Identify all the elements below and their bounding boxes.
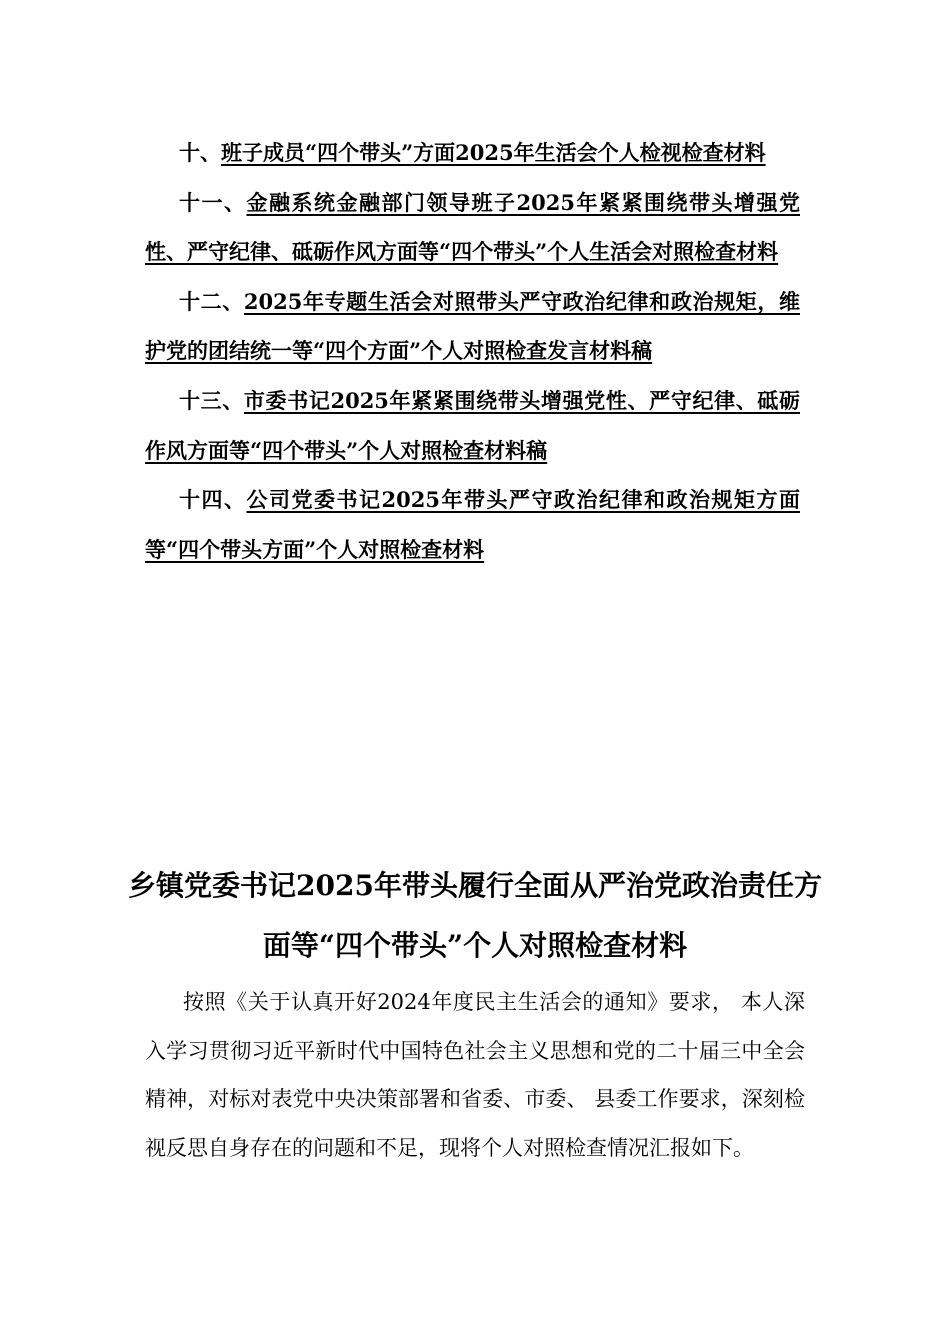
toc-item-number: 十三、 — [179, 387, 244, 413]
toc-item — [145, 376, 800, 475]
toc-item-number: 十四、 — [179, 487, 247, 513]
toc-item-link[interactable]: 2025年专题生活会对照带头严守政治纪律和政治规矩，维护党的团结统一等“四个方面”个人对照检查发言材料稿 — [145, 288, 801, 364]
toc-item — [145, 128, 800, 178]
article-title: 乡镇党委书记2025年带头履行全面从严治党政治责任方面等“四个带头”个人对照检查材料 — [128, 869, 822, 962]
toc-item-link[interactable]: 市委书记2025年紧紧围绕带头增强党性、严守纪律、砥砺作风方面等“四个带头”个人对照检查材料稿 — [145, 387, 801, 463]
toc-item-link[interactable]: 金融系统金融部门领导班子2025年紧紧围绕带头增强党性、严守纪律、砥砺作风方面等“四个带头”个人生活会对照检查材料 — [145, 189, 801, 265]
table-of-contents — [145, 128, 800, 574]
toc-item — [145, 178, 800, 277]
toc-item-link[interactable]: 班子成员“四个带头”方面2025年生活会个人检视检查材料 — [221, 140, 766, 165]
toc-item-number: 十、 — [179, 140, 221, 165]
toc-item-number: 十二、 — [179, 288, 244, 314]
toc-item-link[interactable]: 公司党委书记2025年带头严守政治纪律和政治规矩方面等“四个带头方面”个人对照检查材料 — [145, 487, 801, 562]
toc-item-number: 十一、 — [179, 189, 247, 215]
toc-item — [145, 277, 800, 376]
toc-item — [145, 475, 800, 574]
article-intro-paragraph: 按照《关于认真开好2024年度民主生活会的通知》要求， 本人深入学习贯彻习近平新时代中国特色社会主义思想和党的二十届三中全会精神，对标对表党中央决策部署和省委、市委、 县委工作要求，深刻检视反思自身存在的问题和不足，现将个人对照检查情况汇报如下。 — [145, 990, 805, 1160]
